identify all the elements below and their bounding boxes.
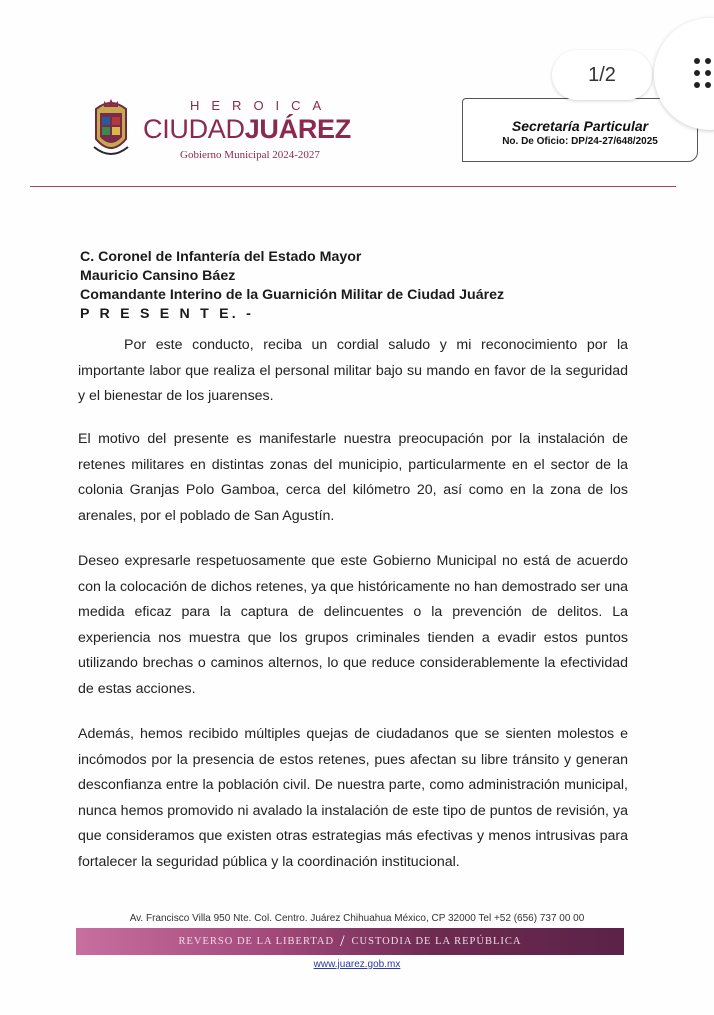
office-title: Secretaría Particular — [511, 118, 649, 134]
footer-band-right: CUSTODIA DE LA REPÚBLICA — [351, 936, 522, 947]
office-number: No. De Oficio: DP/24-27/648/2025 — [502, 136, 658, 147]
recipient-line-4: P R E S E N T E. - — [80, 306, 255, 322]
footer-url-link[interactable]: www.juarez.gob.mx — [313, 959, 401, 970]
recipient-line-1: C. Coronel de Infantería del Estado Mayor — [80, 249, 362, 265]
city-crest-logo — [88, 95, 134, 163]
heroica-label: HEROICA — [190, 98, 334, 113]
city-name-light: CIUDAD — [143, 114, 245, 144]
paragraph-4: Además, hemos recibido múltiples quejas de ciudadanos que se sienten molestos e incómodos por la presencia de estos retenes, pues afectan su libre tránsito y generan desconfianza entre la población civil. De nuestra parte, como administración municipal, nunca hemos promovido ni avalado la instalación de este tipo de puntos de revisión, ya que consideramos que existen otras estrategias más efectivas y menos intrusivas para fortalecer la seguridad pública y la coordinación institucional. — [78, 726, 628, 870]
paragraph-2: El motivo del presente es manifestarle nuestra preocupación por la instalación de retenes militares en distintas zonas del municipio, particularmente en el sector de la colonia Granjas Polo Gamboa, cerca del kilómetro 20, así como en la zona de los arenales, por el poblado de San Agustín. — [78, 431, 628, 524]
footer-band-left: REVERSO DE LA LIBERTAD — [178, 936, 335, 947]
office-box — [462, 98, 698, 162]
recipient-line-3: Comandante Interino de la Guarnición Militar de Ciudad Juárez — [80, 287, 505, 303]
header-divider — [30, 186, 676, 187]
footer-band-slash: / — [340, 932, 346, 950]
recipient-line-2: Mauricio Cansino Báez — [80, 268, 236, 284]
city-name — [143, 114, 351, 145]
footer-address: Av. Francisco Villa 950 Nte. Col. Centro. Juárez Chihuahua México, CP 32000 Tel +52 (656) 737 00 00 — [129, 913, 585, 924]
paragraph-3: Deseo expresarle respetuosamente que este Gobierno Municipal no está de acuerdo con la colocación de dichos retenes, ya que históricamente no han demostrado ser una medida eficaz para la captura de delincuentes o la prevención de delitos. La experiencia nos muestra que los grupos criminales tienden a evadir estos puntos utilizando brechas o caminos alternos, lo que reduce considerablemente la efectividad de estas acciones. — [78, 553, 628, 697]
page-indicator: 1/2 — [552, 50, 652, 100]
footer-band — [76, 928, 624, 955]
paragraph-1: Por este conducto, reciba un cordial saludo y mi reconocimiento por la importante labor que realiza el personal militar bajo su mando en favor de la seguridad y el bienestar de los juarenses. — [78, 337, 628, 404]
recipient-block — [80, 248, 504, 324]
city-name-bold: JUÁREZ — [244, 114, 351, 144]
government-period: Gobierno Municipal 2024-2027 — [180, 149, 320, 161]
